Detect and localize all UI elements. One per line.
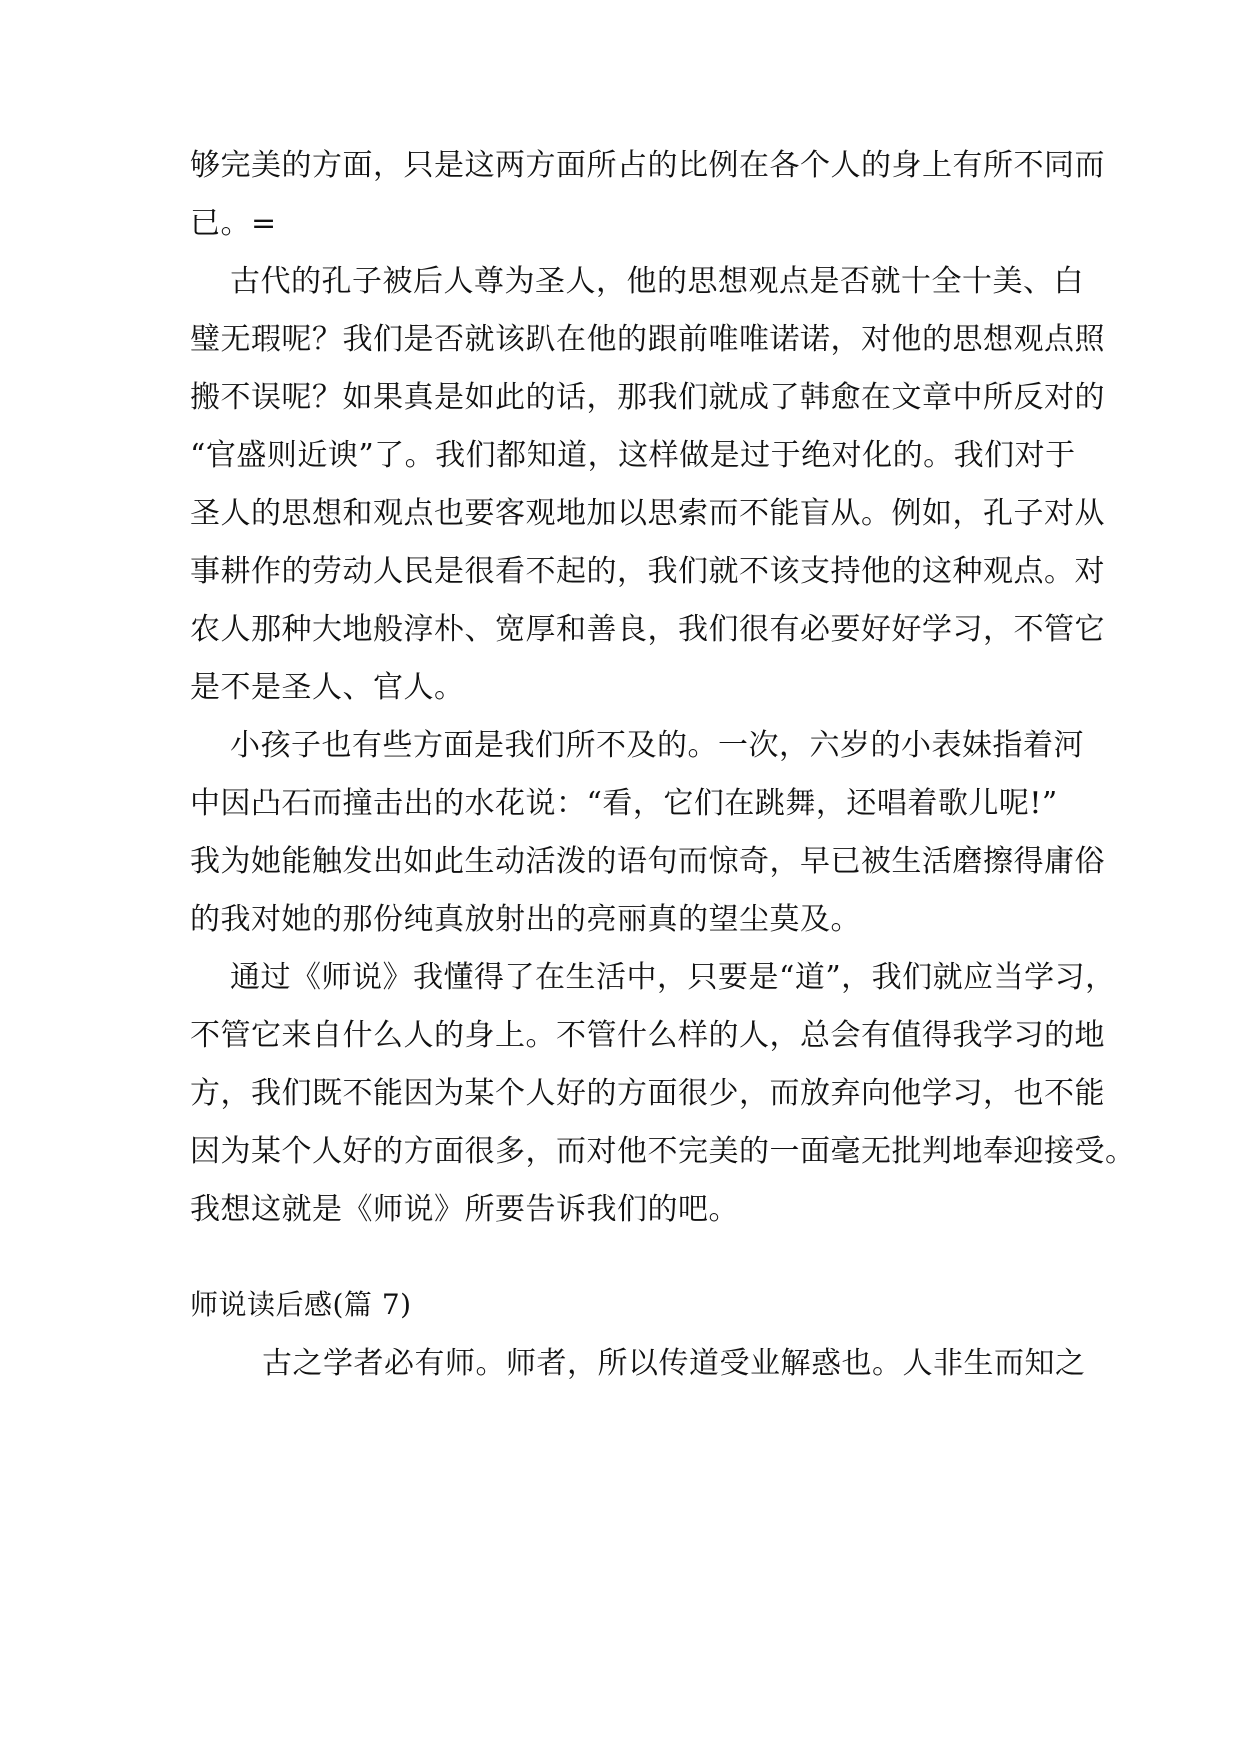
text-line: 我为她能触发出如此生动活泼的语句而惊奇，早已被生活磨擦得庸俗 <box>190 844 1105 879</box>
text-line: 中因凸石而撞击出的水花说：“看，它们在跳舞，还唱着歌儿呢!” <box>190 786 1058 821</box>
text-line: 是不是圣人、官人。 <box>190 670 465 705</box>
paragraph-start-line: 古之学者必有师。师者，所以传道受业解惑也。人非生而知之 <box>262 1346 1086 1381</box>
paragraph-start-line: 通过《师说》我懂得了在生活中，只要是“道”，我们就应当学习， <box>230 960 1116 995</box>
section-heading: 师说读后感(篇 7) <box>190 1288 412 1321</box>
paragraph-start-line: 小孩子也有些方面是我们所不及的。一次，六岁的小表妹指着河 <box>230 728 1084 763</box>
text-line: 方，我们既不能因为某个人好的方面很少，而放弃向他学习，也不能 <box>190 1076 1105 1111</box>
text-line: 的我对她的那份纯真放射出的亮丽真的望尘莫及。 <box>190 902 861 937</box>
paragraph-start-line: 古代的孔子被后人尊为圣人，他的思想观点是否就十全十美、白 <box>230 264 1084 299</box>
text-line: 不管它来自什么人的身上。不管什么样的人，总会有值得我学习的地 <box>190 1018 1105 1053</box>
text-line: 圣人的思想和观点也要客观地加以思索而不能盲从。例如，孔子对从 <box>190 496 1105 531</box>
text-line: 因为某个人好的方面很多，而对他不完美的一面毫无批判地奉迎接受。 <box>190 1134 1136 1169</box>
text-line: 已。= <box>190 206 277 241</box>
text-line: “官盛则近谀”了。我们都知道，这样做是过于绝对化的。我们对于 <box>190 438 1076 473</box>
text-line: 搬不误呢？如果真是如此的话，那我们就成了韩愈在文章中所反对的 <box>190 380 1105 415</box>
text-line: 我想这就是《师说》所要告诉我们的吧。 <box>190 1192 739 1227</box>
text-line: 农人那种大地般淳朴、宽厚和善良，我们很有必要好好学习，不管它 <box>190 612 1105 647</box>
text-line: 事耕作的劳动人民是很看不起的，我们就不该支持他的这种观点。对 <box>190 554 1105 589</box>
text-line: 够完美的方面，只是这两方面所占的比例在各个人的身上有所不同而 <box>190 148 1105 183</box>
text-line: 璧无瑕呢？我们是否就该趴在他的跟前唯唯诺诺，对他的思想观点照 <box>190 322 1105 357</box>
